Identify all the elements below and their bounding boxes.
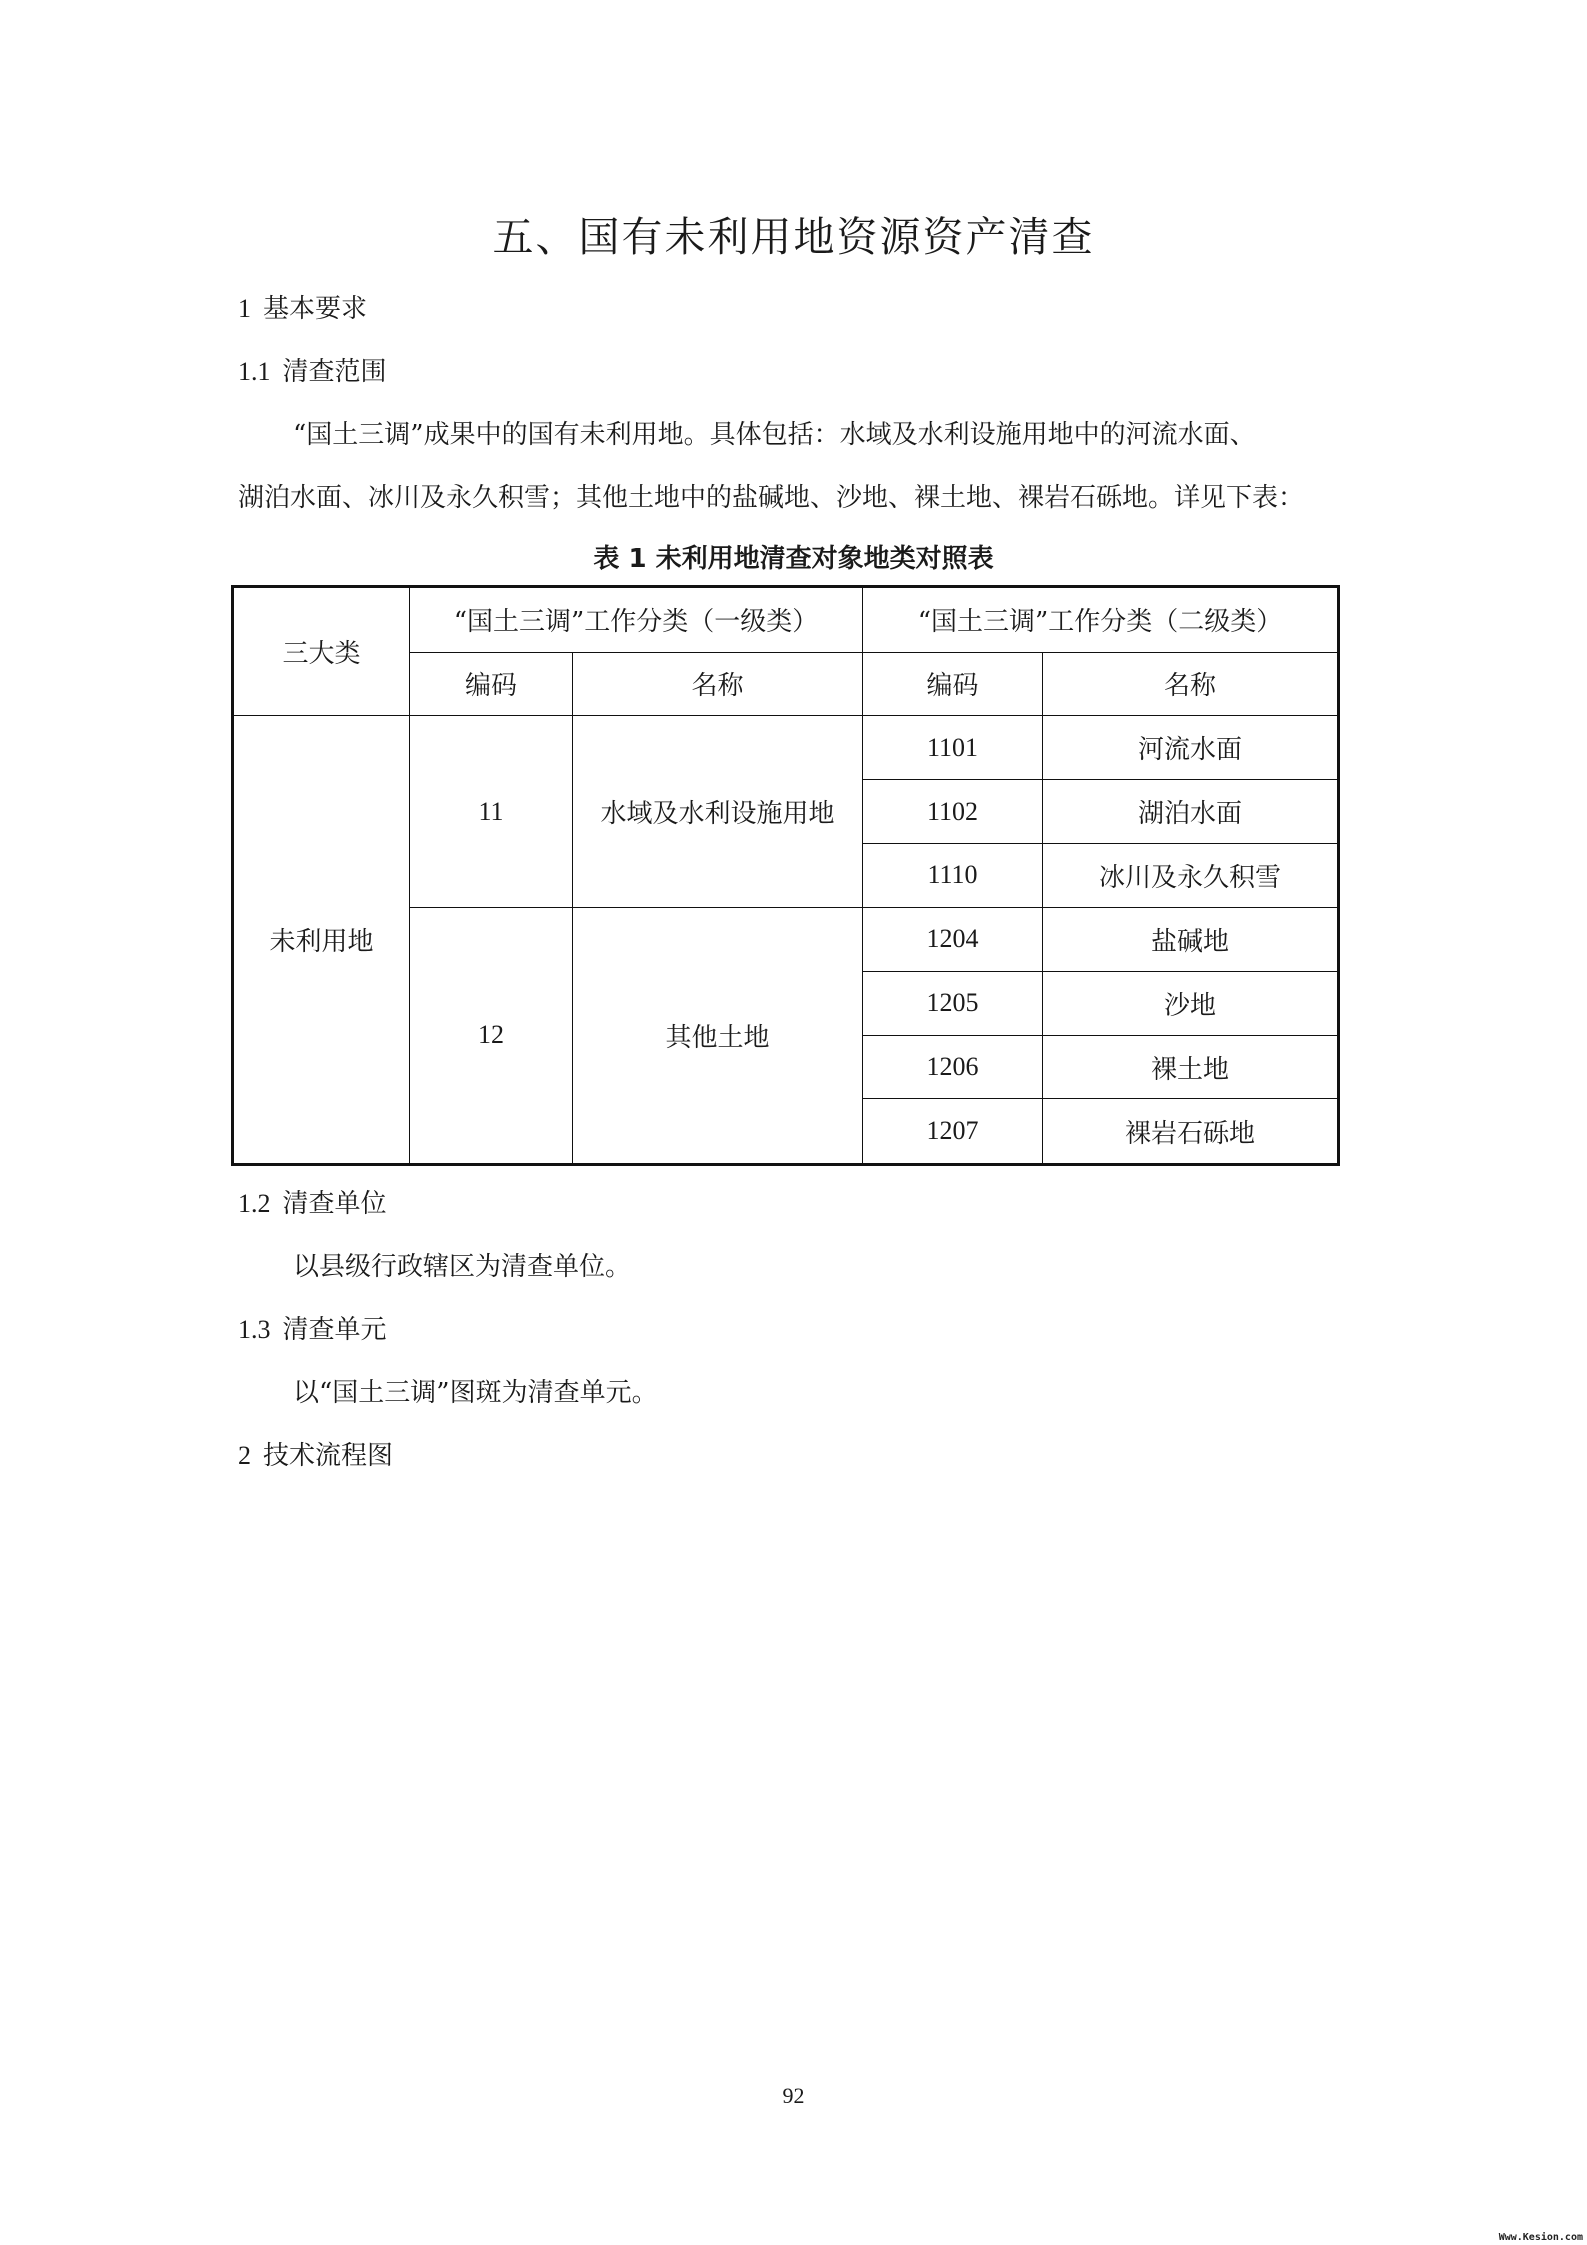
watermark: Www.Kesion.com [1498,2232,1583,2243]
section-heading-1 [238,288,367,325]
table-row [233,716,1339,780]
level2-code-cell: 1110 [863,844,1043,908]
level1-code-cell: 11 [410,716,573,908]
level1-name-cell: 其他土地 [573,907,863,1164]
section-label: 基本要求 [263,294,368,324]
level2-code-cell: 1207 [863,1099,1043,1165]
level1-code-cell: 12 [410,907,573,1164]
level2-name-cell: 裸土地 [1043,1035,1339,1099]
section-heading-1-3 [238,1309,387,1346]
level2-name-cell: 湖泊水面 [1043,780,1339,844]
page-number: 92 [782,2083,805,2108]
level1-name-cell: 水域及水利设施用地 [573,716,863,908]
level2-name-cell: 沙地 [1043,971,1339,1035]
unit-paragraph: 以县级行政辖区为清查单位。 [293,1252,632,1282]
header-level1-group: “国土三调”工作分类（一级类） [410,587,863,653]
page-title: 五、国有未利用地资源资产清查 [492,213,1095,261]
section-heading-2 [238,1435,393,1472]
table-caption: 表 1 未利用地清查对象地类对照表 [593,544,994,574]
section-number: 2 [238,1441,251,1470]
level2-name-cell: 冰川及永久积雪 [1043,844,1339,908]
header-level2-group: “国土三调”工作分类（二级类） [863,587,1339,653]
section-label: 清查范围 [282,357,387,387]
level2-code-cell: 1205 [863,971,1043,1035]
section-number: 1.3 [238,1315,271,1344]
header-level2-name: 名称 [1043,652,1339,716]
section-heading-1-2 [238,1183,387,1220]
section-label: 技术流程图 [263,1441,394,1471]
level2-name-cell: 河流水面 [1043,716,1339,780]
level2-code-cell: 1206 [863,1035,1043,1099]
level2-code-cell: 1101 [863,716,1043,780]
cell-paragraph: 以“国土三调”图斑为清查单元。 [293,1378,658,1408]
section-number: 1.2 [238,1189,271,1218]
table-header-row [233,587,1339,653]
level2-code-cell: 1102 [863,780,1043,844]
header-category: 三大类 [233,587,410,716]
header-level2-code: 编码 [863,652,1043,716]
section-number: 1 [238,294,251,323]
header-level1-name: 名称 [573,652,863,716]
section-number: 1.1 [238,357,271,386]
section-label: 清查单位 [282,1189,387,1219]
scope-paragraph-line-1: “国土三调”成果中的国有未利用地。具体包括：水域及水利设施用地中的河流水面、 [293,420,1256,450]
scope-paragraph-line-2: 湖泊水面、冰川及永久积雪；其他土地中的盐碱地、沙地、裸土地、裸岩石砾地。详见下表： [238,483,1305,513]
level2-name-cell: 裸岩石砾地 [1043,1099,1339,1165]
level2-name-cell: 盐碱地 [1043,907,1339,971]
level2-code-cell: 1204 [863,907,1043,971]
section-label: 清查单元 [282,1315,387,1345]
header-level1-code: 编码 [410,652,573,716]
section-heading-1-1 [238,351,387,388]
land-classification-table [231,585,1340,1166]
category-cell: 未利用地 [233,716,410,1165]
